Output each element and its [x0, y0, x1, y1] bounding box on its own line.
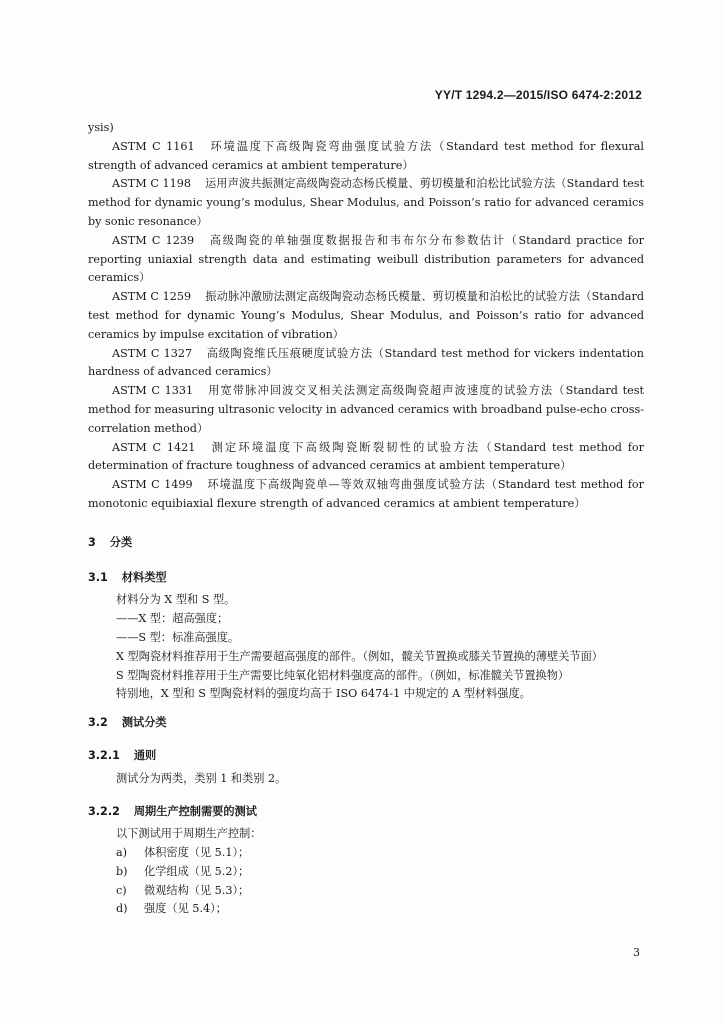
- list-item: [116, 844, 644, 863]
- reference-item: [88, 232, 644, 288]
- reference-item: [88, 382, 644, 438]
- reference-item: [88, 175, 644, 231]
- paragraph: 以下测试用于周期生产控制：: [116, 827, 262, 841]
- section-title: 周期生产控制需要的测试: [133, 804, 257, 818]
- list-marker: b): [116, 864, 128, 878]
- paragraph: S 型陶瓷材料推荐用于生产需要比纯氧化铝材料强度高的部件。（例如，标准髋关节置换物）: [116, 668, 570, 682]
- reference-text: 高级陶瓷的单轴强度数据报告和韦布尔分布参数估计（Standard practice for reporting uniaxial strength data and estimating weibull distribution parameters for advanced ceramics）: [88, 233, 644, 285]
- list-text: 化学组成（见 5.2）；: [144, 864, 250, 878]
- list-text: 微观结构（见 5.3）；: [144, 883, 250, 897]
- dash-item: ——X 型：超高强度；: [116, 612, 229, 626]
- section-number: 3: [88, 535, 96, 549]
- paragraph: 测试分为两类，类别 1 和类别 2。: [116, 771, 287, 785]
- reference-code: ASTM C 1331: [112, 384, 194, 398]
- reference-text: 测定环境温度下高级陶瓷断裂韧性的试验方法（Standard test method for determination of fracture toughness of advanced ceramics at ambient temperature）: [88, 440, 644, 473]
- section-heading-3-2-1: [88, 747, 644, 766]
- section-heading-3-2: [88, 714, 644, 733]
- reference-item: [88, 439, 644, 477]
- paragraph: 特别地，X 型和 S 型陶瓷材料的强度均高于 ISO 6474-1 中规定的 A 型材料强度。: [116, 687, 531, 701]
- section-title: 分类: [109, 535, 133, 549]
- reference-item: [88, 345, 644, 383]
- section-title: 测试分类: [121, 716, 167, 730]
- reference-text: 运用声波共振测定高级陶瓷动态杨氏模量、剪切模量和泊松比试验方法（Standard test method for dynamic young’s modulus, Shear Modulus, and Poisson’s ratio for advanced ceramics by sonic resonance）: [88, 177, 644, 228]
- section-heading-3-1: [88, 569, 644, 588]
- paragraph: 材料分为 X 型和 S 型。: [116, 593, 236, 607]
- page-content: [88, 119, 644, 919]
- list-item: [116, 882, 644, 901]
- section-title: 材料类型: [121, 570, 167, 584]
- section-number: 3.2.2: [88, 804, 120, 818]
- list-marker: c): [116, 883, 127, 897]
- page-number: 3: [633, 946, 640, 959]
- section-heading-3: [88, 534, 644, 553]
- list-item: [116, 900, 644, 919]
- dash-item: ——S 型：标准高强度。: [116, 630, 240, 644]
- reference-item: [88, 476, 644, 514]
- intro-continuation: ysis): [88, 121, 114, 134]
- reference-item: [88, 288, 644, 344]
- test-list: [88, 844, 644, 919]
- section-heading-3-2-2: [88, 803, 644, 822]
- reference-code: ASTM C 1421: [112, 440, 196, 454]
- list-text: 强度（见 5.4）；: [144, 902, 227, 916]
- reference-code: ASTM C 1327: [112, 346, 193, 360]
- reference-text: 用宽带脉冲回波交叉相关法测定高级陶瓷超声波速度的试验方法（Standard test method for measuring ultrasonic velocity in advanced ceramics with broadband pulse-echo cross-correlation method）: [88, 384, 644, 435]
- paragraph: X 型陶瓷材料推荐用于生产需要超高强度的部件。（例如，髋关节置换或膝关节置换的薄壁关节面）: [116, 649, 603, 663]
- document-header: YY/T 1294.2—2015/ISO 6474-2:2012: [434, 88, 642, 102]
- section-number: 3.1: [88, 570, 108, 584]
- list-text: 体积密度（见 5.1）；: [144, 846, 250, 860]
- reference-text: 环境温度下高级陶瓷单—等效双轴弯曲强度试验方法（Standard test method for monotonic equibiaxial flexure strength of advanced ceramics at ambient temperature）: [88, 478, 644, 510]
- section-number: 3.2.1: [88, 748, 120, 762]
- list-marker: d): [116, 902, 128, 916]
- reference-code: ASTM C 1239: [112, 233, 195, 247]
- reference-text: 振动脉冲激励法测定高级陶瓷动态杨氏模量、剪切模量和泊松比的试验方法（Standard test method for dynamic Young’s Modulus, Shear Modulus, and Poisson’s ratio for advanced ceramics by impulse excitation of vibration）: [88, 290, 644, 341]
- references-list: [88, 138, 644, 514]
- reference-code: ASTM C 1259: [112, 290, 192, 304]
- reference-code: ASTM C 1198: [112, 177, 192, 191]
- section-title: 通则: [133, 748, 157, 762]
- section-number: 3.2: [88, 716, 108, 730]
- reference-code: ASTM C 1499: [112, 478, 193, 492]
- list-marker: a): [116, 846, 128, 860]
- reference-text: 高级陶瓷维氏压痕硬度试验方法（Standard test method for vickers indentation hardness of advanced ceramics）: [88, 346, 645, 379]
- reference-text: 环境温度下高级陶瓷弯曲强度试验方法（Standard test method for flexural strength of advanced ceramics at ambient temperature）: [88, 139, 645, 172]
- reference-item: [88, 138, 644, 176]
- list-item: [116, 863, 644, 882]
- reference-code: ASTM C 1161: [112, 139, 195, 153]
